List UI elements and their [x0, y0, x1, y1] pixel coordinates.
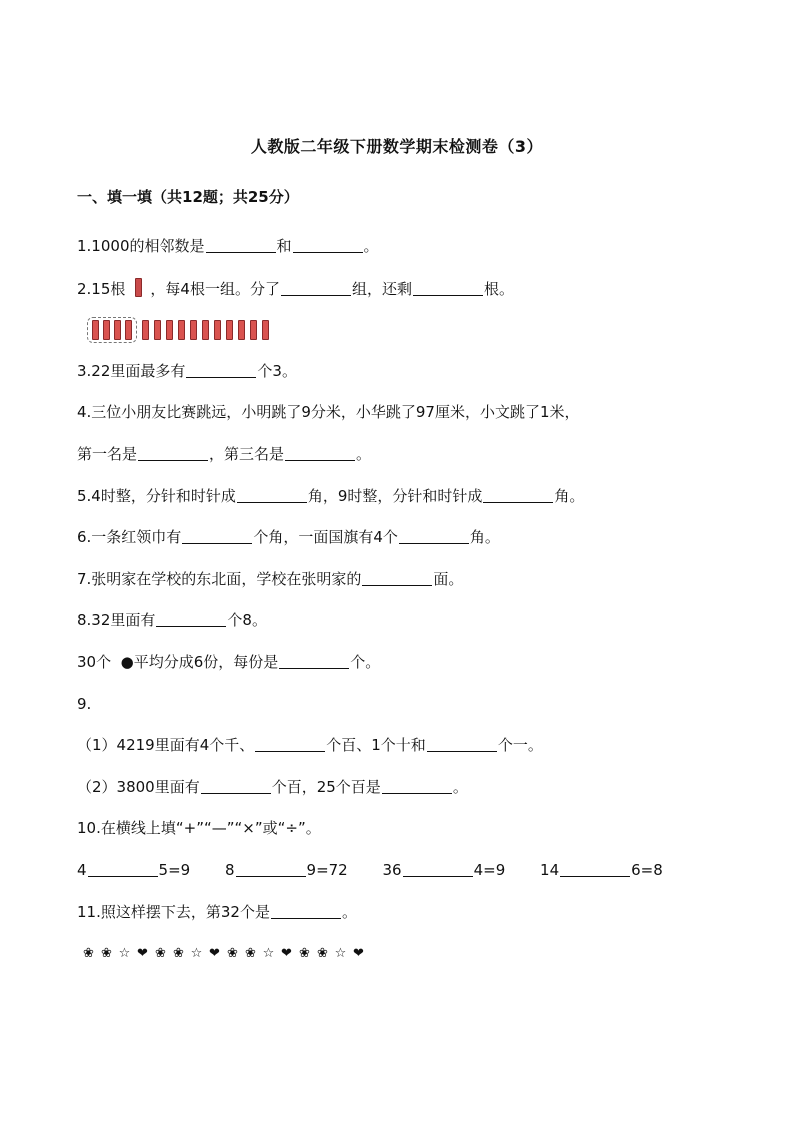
answer-blank[interactable]: [237, 488, 307, 503]
question-4-line2: 第一名是 ，第三名是 。: [77, 445, 372, 463]
heart-icon: ❤: [281, 946, 292, 961]
answer-blank[interactable]: [236, 862, 306, 877]
star-icon: ☆: [118, 946, 131, 961]
question-8-part2: 30个 ●平均分成6份，每份是 个。: [77, 653, 381, 671]
shape-pattern: [80, 946, 367, 961]
sticks-illustration: [87, 318, 269, 342]
stick-icon: [135, 278, 142, 297]
answer-blank[interactable]: [201, 779, 271, 794]
stick-icon: [238, 320, 245, 340]
stick-icon: [214, 320, 221, 340]
question-10: 10.在横线上填“+”“—”“×”或“÷”。: [77, 819, 321, 837]
answer-blank[interactable]: [560, 862, 630, 877]
stick-icon: [125, 320, 132, 340]
stick-icon: [92, 320, 99, 340]
answer-blank[interactable]: [293, 238, 363, 253]
answer-blank[interactable]: [206, 238, 276, 253]
stick-icon: [190, 320, 197, 340]
stick-icon: [202, 320, 209, 340]
stick-icon: [166, 320, 173, 340]
stick-icon: [103, 320, 110, 340]
stick-icon: [250, 320, 257, 340]
question-2: 2.15根 ，每4根一组。分了 组，还剩 根。: [77, 280, 514, 298]
star-icon: ☆: [334, 946, 347, 961]
question-10-equations: [77, 860, 693, 880]
flower-icon: ❀: [101, 946, 112, 961]
question-7: 7.张明家在学校的东北面，学校在张明家的 面。: [77, 570, 464, 588]
loose-sticks: [142, 320, 269, 340]
flower-icon: ❀: [227, 946, 238, 961]
equation: 4 5=9: [77, 861, 191, 879]
heart-icon: ❤: [353, 946, 364, 961]
question-9-label: 9.: [77, 695, 92, 713]
question-4-line1: 4.三位小朋友比赛跳远，小明跳了9分米，小华跳了97厘米，小文跳了1米，: [77, 403, 580, 421]
heart-icon: ❤: [209, 946, 220, 961]
flower-icon: ❀: [173, 946, 184, 961]
stick-icon: [114, 320, 121, 340]
equation: 8 9=72: [224, 861, 348, 879]
question-8: 8.32里面有 个8。: [77, 611, 267, 629]
answer-blank[interactable]: [186, 363, 256, 378]
answer-blank[interactable]: [413, 281, 483, 296]
answer-blank[interactable]: [182, 529, 252, 544]
flower-icon: ❀: [299, 946, 310, 961]
answer-blank[interactable]: [88, 862, 158, 877]
flower-icon: ❀: [317, 946, 328, 961]
stick-group-box: [87, 317, 137, 343]
question-9-part2: （2）3800里面有 个百，25个百是 。: [77, 778, 468, 796]
stick-icon: [178, 320, 185, 340]
stick-icon: [262, 320, 269, 340]
answer-blank[interactable]: [255, 737, 325, 752]
stick-icon: [226, 320, 233, 340]
flower-icon: ❀: [245, 946, 256, 961]
answer-blank[interactable]: [138, 446, 208, 461]
flower-icon: ❀: [83, 946, 94, 961]
section-heading: 一、填一填（共12题；共25分）: [77, 188, 299, 206]
question-5: 5.4时整，分针和时针成 角，9时整，分针和时针成 角。: [77, 487, 585, 505]
page-title: 人教版二年级下册数学期末检测卷（3）: [250, 137, 544, 156]
flower-icon: ❀: [155, 946, 166, 961]
answer-blank[interactable]: [271, 904, 341, 919]
star-icon: ☆: [190, 946, 203, 961]
answer-blank[interactable]: [156, 612, 226, 627]
stick-icon: [142, 320, 149, 340]
star-icon: ☆: [262, 946, 275, 961]
answer-blank[interactable]: [281, 281, 351, 296]
equation: 14 6=8: [540, 861, 663, 879]
answer-blank[interactable]: [279, 654, 349, 669]
answer-blank[interactable]: [403, 862, 473, 877]
question-6: 6.一条红领巾有 个角，一面国旗有4个 角。: [77, 528, 500, 546]
question-3: 3.22里面最多有 个3。: [77, 362, 297, 380]
question-9-part1: （1）4219里面有4个千、 个百、1个十和 个一。: [77, 736, 543, 754]
answer-blank[interactable]: [427, 737, 497, 752]
question-11: 11.照这样摆下去，第32个是 。: [77, 903, 357, 921]
equation: 36 4=9: [382, 861, 506, 879]
stick-icon: [154, 320, 161, 340]
answer-blank[interactable]: [483, 488, 553, 503]
answer-blank[interactable]: [285, 446, 355, 461]
answer-blank[interactable]: [399, 529, 469, 544]
answer-blank[interactable]: [362, 571, 432, 586]
question-1: 1.1000的相邻数是 和 。: [77, 237, 379, 255]
dot-icon: ●: [120, 653, 134, 671]
heart-icon: ❤: [137, 946, 148, 961]
answer-blank[interactable]: [382, 779, 452, 794]
